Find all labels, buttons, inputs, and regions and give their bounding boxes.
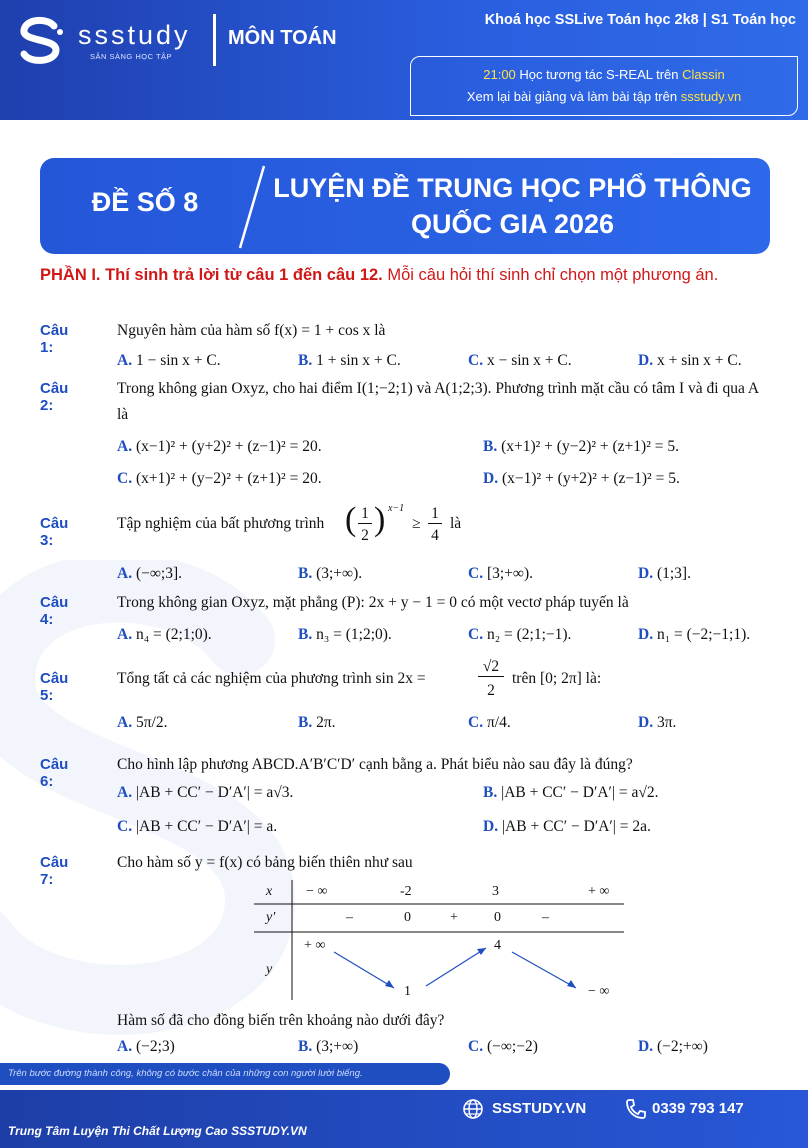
globe-icon (462, 1098, 484, 1120)
table-y-value: 4 (494, 938, 501, 953)
option-c: C. (−∞;−2) (468, 1038, 538, 1055)
part-heading-bold: PHẦN I. Thí sinh trả lời từ câu 1 đến câu 12. (40, 266, 383, 284)
option-a: A. (x−1)² + (y+2)² + (z−1)² = 20. (117, 438, 322, 455)
option-c: C. π/4. (468, 714, 511, 731)
question-label: Câu 1: (40, 322, 69, 356)
table-y-label: y (266, 962, 273, 977)
option-letter: D. (638, 714, 657, 731)
question-text: Hàm số đã cho đồng biến trên khoảng nào dưới đây? (117, 1012, 445, 1029)
table-x-value: + ∞ (588, 884, 610, 899)
question-label: Câu 6: (40, 756, 69, 790)
table-x-value: -2 (400, 884, 412, 899)
option-b: B. |AB + CC′ − D′A′| = a√2. (483, 784, 659, 801)
option-letter: C. (468, 714, 487, 731)
option-c: C. x − sin x + C. (468, 352, 572, 369)
table-yprime-label: y′ (266, 910, 276, 925)
option-letter: D. (638, 565, 657, 582)
table-sign: – (346, 910, 353, 925)
question-text: Trong không gian Oxyz, cho hai điểm I(1;−2;1) và A(1;2;3). Phương trình mặt cầu có tâm I và đi qua A là (117, 380, 759, 423)
option-letter: B. (298, 714, 317, 731)
question-text: Cho hình lập phương ABCD.A′B′C′D′ cạnh bằng a. Phát biểu nào sau đây là đúng? (117, 756, 633, 773)
variation-table (254, 880, 624, 1000)
footer-bar (0, 1090, 808, 1148)
option-a: A. 5π/2. (117, 714, 168, 731)
schedule-platform: Classin (682, 67, 725, 82)
question-label: Câu 2: (40, 380, 69, 414)
table-y-value: − ∞ (588, 984, 610, 999)
option-b: B. 2π. (298, 714, 336, 731)
exam-title-line-2: QUỐC GIA 2026 (410, 209, 615, 239)
fraction-denominator: 2 (487, 682, 495, 699)
option-letter: B. (483, 438, 502, 455)
schedule-line-1 (411, 64, 797, 86)
table-sign: 0 (494, 910, 501, 925)
schedule-text-2: Xem lại bài giảng và làm bài tập trên (466, 89, 681, 104)
option-b: B. (3;+∞) (298, 1038, 359, 1055)
option-letter: B. (298, 1038, 317, 1055)
subject-title: MÔN TOÁN (228, 27, 337, 49)
fraction-numerator: 1 (358, 505, 372, 524)
option-c: C. (x+1)² + (y−2)² + (z+1)² = 20. (117, 470, 322, 487)
option-letter: C. (468, 565, 487, 582)
footer-website-link[interactable]: SSSTUDY.VN (492, 1100, 587, 1117)
table-y-value: 1 (404, 984, 411, 999)
option-letter: C. (117, 470, 136, 487)
option-letter: D. (638, 352, 657, 369)
question-text: Nguyên hàm của hàm số f(x) = 1 + cos x là (117, 322, 386, 339)
table-x-label: x (266, 884, 273, 899)
table-sign: 0 (404, 910, 411, 925)
option-letter: A. (117, 714, 136, 731)
question-label: Câu 3: (40, 515, 69, 549)
question-text: Cho hàm số y = f(x) có bảng biến thiên như sau (117, 854, 413, 871)
ge-sign: ≥ (412, 515, 421, 532)
paren-left: ( (345, 501, 357, 538)
option-letter: C. (117, 818, 136, 835)
table-x-value: 3 (492, 884, 499, 899)
fraction-denominator: 4 (431, 527, 439, 544)
option-letter: A. (117, 784, 136, 801)
option-d: D. n₁ = (−2;−1;1). (638, 626, 751, 643)
question-text-end: là (450, 515, 462, 532)
option-letter: A. (117, 1038, 136, 1055)
option-c: C. [3;+∞). (468, 565, 533, 582)
table-y-value: + ∞ (304, 938, 326, 953)
option-d: D. (1;3]. (638, 565, 691, 582)
brand-tagline: SẴN SÀNG HỌC TẬP (90, 52, 173, 61)
option-letter: D. (638, 626, 657, 643)
option-b: B. n₃ = (1;2;0). (298, 626, 392, 643)
question-text-end: trên [0; 2π] là: (512, 670, 602, 687)
schedule-line-2 (411, 86, 797, 108)
option-a: A. 1 − sin x + C. (117, 352, 221, 369)
option-letter: B. (298, 565, 317, 582)
exam-title-line-1: LUYỆN ĐỀ TRUNG HỌC PHỔ THÔNG (273, 173, 752, 203)
option-b: B. (3;+∞). (298, 565, 363, 582)
part-heading-rest: Mỗi câu hỏi thí sinh chỉ chọn một phương án. (382, 266, 719, 284)
option-letter: B. (298, 352, 317, 369)
question-label: Câu 4: (40, 594, 69, 628)
question-label: Câu 5: (40, 670, 69, 704)
option-letter: B. (483, 784, 502, 801)
exam-title (265, 170, 760, 242)
option-letter: B. (298, 626, 317, 643)
course-title: Khoá học SSLive Toán học 2k8 | S1 Toán học (484, 12, 796, 28)
exponent: x−1 (388, 503, 405, 514)
option-a: A. |AB + CC′ − D′A′| = a√3. (117, 784, 294, 801)
option-letter: A. (117, 438, 136, 455)
option-d: D. (−2;+∞) (638, 1038, 708, 1055)
part-heading (40, 262, 772, 288)
option-letter: A. (117, 352, 136, 369)
table-sign: + (450, 910, 458, 925)
table-sign: – (542, 910, 549, 925)
option-a: A. (−2;3) (117, 1038, 175, 1055)
footer-phone[interactable]: 0339 793 147 (652, 1100, 744, 1117)
option-letter: D. (483, 818, 502, 835)
option-d: D. |AB + CC′ − D′A′| = 2a. (483, 818, 651, 835)
option-letter: C. (468, 352, 487, 369)
schedule-box (410, 56, 798, 116)
question-text: Trong không gian Oxyz, mặt phẳng (P): 2x + y − 1 = 0 có một vectơ pháp tuyến là (117, 594, 629, 611)
table-x-value: − ∞ (306, 884, 328, 899)
phone-icon (624, 1097, 648, 1121)
option-a: A. n₄ = (2;1;0). (117, 626, 212, 643)
question-text: Tập nghiệm của bất phương trình (117, 515, 325, 532)
option-d: D. x + sin x + C. (638, 352, 742, 369)
option-c: C. |AB + CC′ − D′A′| = a. (117, 818, 278, 835)
fraction-numerator: √2 (478, 658, 504, 677)
option-letter: A. (117, 565, 136, 582)
option-b: B. (x+1)² + (y−2)² + (z+1)² = 5. (483, 438, 679, 455)
fraction-denominator: 2 (361, 527, 369, 544)
option-letter: C. (468, 1038, 487, 1055)
ssstudy-logo-icon (12, 12, 68, 68)
header-divider (213, 14, 216, 66)
option-d: D. (x−1)² + (y+2)² + (z−1)² = 5. (483, 470, 680, 487)
schedule-text: Học tương tác S-REAL trên (515, 67, 683, 82)
option-letter: C. (468, 626, 487, 643)
option-a: A. (−∞;3]. (117, 565, 182, 582)
fraction-numerator: 1 (428, 505, 442, 524)
option-letter: A. (117, 626, 136, 643)
option-b: B. 1 + sin x + C. (298, 352, 401, 369)
schedule-time: 21:00 (483, 67, 516, 82)
exam-number: ĐỀ SỐ 8 (91, 187, 199, 217)
question-label: Câu 7: (40, 854, 69, 888)
option-c: C. n₂ = (2;1;−1). (468, 626, 572, 643)
footer-center-name: Trung Tâm Luyện Thi Chất Lượng Cao SSSTUDY.VN (8, 1124, 307, 1138)
question-text: Tổng tất cả các nghiệm của phương trình sin 2x = (117, 670, 426, 687)
brand-name: ssstudy (78, 20, 191, 50)
option-letter: D. (483, 470, 502, 487)
paren-right: ) (374, 501, 386, 538)
footer-slogan: Trên bước đường thành công, không có bước chân của những con người lười biếng. (0, 1063, 450, 1085)
option-d: D. 3π. (638, 714, 677, 731)
schedule-site-link[interactable]: ssstudy.vn (680, 89, 742, 104)
option-letter: D. (638, 1038, 657, 1055)
